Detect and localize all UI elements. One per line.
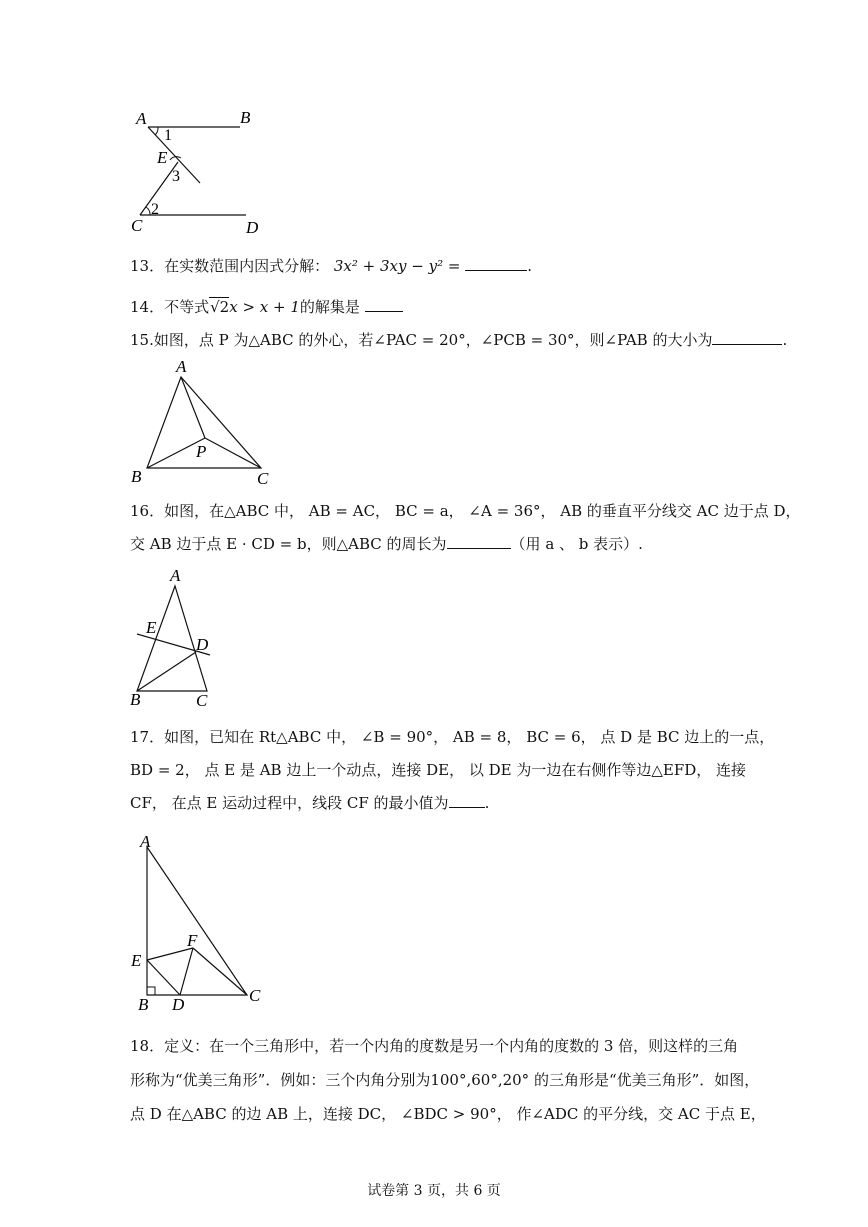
label-D: D (196, 635, 209, 654)
question-number: 16． (130, 502, 165, 520)
question-18-line-1 (130, 1035, 766, 1057)
label-F: F (187, 931, 198, 950)
angle-3-label: 3 (172, 168, 180, 185)
question-text: 如图，点 P 为△ABC 的外心，若∠PAC = 20°，∠PCB = 30°，则∠PAB 的大小为 (153, 331, 713, 349)
question-text: 如图，在△ABC 中， AB = AC， BC = a， ∠A = 36°， AB 的垂直平分线交 AC 边于点 D， (164, 502, 801, 520)
question-text: 不等式 (164, 298, 210, 316)
label-D: D (246, 218, 259, 237)
question-18-line-3: 点 D 在△ABC 的边 AB 上，连接 DC， ∠BDC > 90°， 作∠ADC 的平分线，交 AC 于点 E， (130, 1105, 766, 1123)
question-18-line-2: 形称为“优美三角形”．例如：三个内角分别为100°,60°,20° 的三角形是“优美三角形”．如图， (130, 1071, 760, 1089)
label-E: E (131, 951, 142, 970)
question-18 (130, 1035, 766, 1125)
question-text: 定义：在一个三角形中，若一个内角的度数是另一个内角的度数的 3 倍，则这样的三角 (164, 1037, 739, 1055)
angle-1-label: 1 (164, 127, 172, 144)
label-D: D (172, 995, 185, 1014)
sqrt-expression: √2 (210, 298, 230, 316)
label-C: C (196, 691, 208, 710)
question-text: 在实数范围内因式分解： (164, 257, 330, 275)
end-mark: . (527, 257, 532, 275)
label-C: C (249, 986, 261, 1005)
question-number: 13． (130, 257, 165, 275)
question-text: CF， 在点 E 运动过程中，线段 CF 的最小值为 (130, 794, 449, 812)
question-number: 18． (130, 1037, 165, 1055)
label-P: P (196, 442, 207, 461)
question-number: 15. (130, 331, 154, 349)
math-expression: x > x + 1 (229, 298, 300, 316)
label-A: A (140, 832, 151, 851)
label-C: C (131, 216, 143, 235)
label-A: A (170, 566, 181, 585)
label-B: B (138, 995, 149, 1014)
page-footer: 试卷第 3 页，共 6 页 (367, 1183, 501, 1199)
question-number: 14． (130, 298, 165, 316)
question-text: 如图，已知在 Rt△ABC 中， ∠B = 90°， AB = 8， BC = 6， 点 D 是 BC 边上的一点， (164, 728, 775, 746)
label-B: B (240, 108, 251, 127)
label-B: B (130, 690, 141, 709)
label-E: E (146, 618, 157, 637)
end-mark: . (782, 331, 788, 349)
question-text-suffix: 的解集是 (299, 298, 360, 316)
label-E: E (157, 148, 168, 167)
question-number: 17． (130, 728, 165, 746)
math-expression: 3x² + 3xy − y² = (333, 257, 461, 275)
label-A: A (176, 357, 187, 376)
label-A: A (136, 109, 147, 128)
question-text: （用 a 、 b 表示）. (510, 535, 643, 553)
end-mark: . (484, 794, 490, 812)
question-17-line-2: BD = 2， 点 E 是 AB 边上一个动点，连接 DE， 以 DE 为一边在右侧作等边△EFD， 连接 (130, 761, 747, 779)
label-B: B (131, 467, 142, 486)
question-text: 交 AB 边于点 E · CD = b，则△ABC 的周长为 (130, 535, 447, 553)
angle-2-label: 2 (151, 201, 159, 218)
label-C: C (257, 469, 269, 488)
